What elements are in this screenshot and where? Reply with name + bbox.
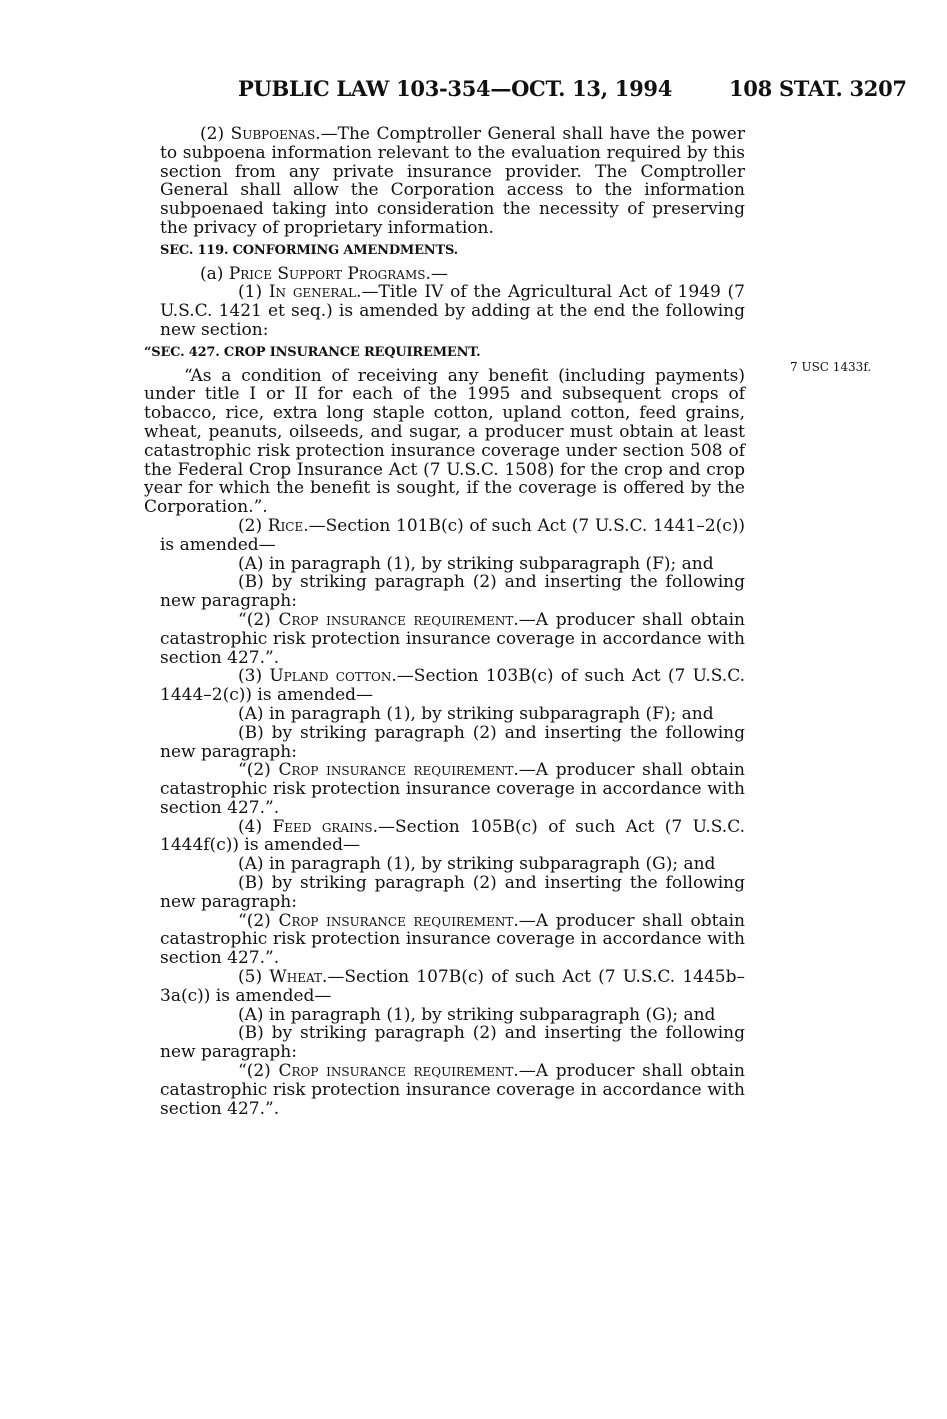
feed-grains-clause-b: (B) by striking paragraph (2) and inserting the following new paragraph: (160, 873, 745, 912)
margin-citation: 7 USC 1433f. (790, 360, 872, 374)
rice-clause-a: (A) in paragraph (1), by striking subparagraph (F); and (238, 553, 714, 574)
statute-page-number: 108 STAT. 3207 (729, 76, 907, 101)
upland-cotton-clause-a: (A) in paragraph (1), by striking subparagraph (F); and (238, 703, 714, 724)
paragraph-subpoenas: (2) Subpoenas.—The Comptroller General shall have the power to subpoena information relevant to the evaluation required by this section from any private insurance provider. The Comptroller General shall allow the Corporation access to the information subpoenaed taking into consideration the necessity of preserving the privacy of proprietary information. (160, 124, 745, 238)
paragraph-2-rice: (2) Rice.—Section 101B(c) of such Act (7 U.S.C. 1441–2(c)) is amended— (160, 515, 745, 555)
document-body (144, 124, 746, 1119)
section-heading-427: “SEC. 427. CROP INSURANCE REQUIREMENT. (144, 344, 481, 360)
section-427-text: “As a condition of receiving any benefit (including payments) under title I or II for each of the 1995 and subsequent crops of tobacco, rice, extra long staple cotton, upland cotton, feed grains, wheat, peanuts, oilseeds, and sugar, a producer must obtain at least catastrophic risk protection insurance coverage under section 508 of the Federal Crop Insurance Act (7 U.S.C. 1508) for the crop and crop year for which the benefit is sought, if the coverage is offered by the Corporation.”. (144, 365, 745, 518)
rice-clause-b: (B) by striking paragraph (2) and inserting the following new paragraph: (160, 572, 745, 612)
running-head-title: PUBLIC LAW 103-354—OCT. 13, 1994 (238, 76, 673, 101)
quoted-section-427 (144, 344, 745, 517)
rice-quoted-paragraph: “(2) Crop insurance requirement.—A producer shall obtain catastrophic risk protection insurance coverage in accordance with section 427.”. (160, 609, 746, 668)
wheat-clause-a: (A) in paragraph (1), by striking subparagraph (G); and (238, 1004, 716, 1025)
paragraph-4-feed-grains: (4) Feed grains.—Section 105B(c) of such Act (7 U.S.C. 1444f(c)) is amended— (160, 816, 746, 856)
page-header (0, 76, 947, 110)
paragraph-3-upland-cotton: (3) Upland cotton.—Section 103B(c) of such Act (7 U.S.C. 1444–2(c)) is amended— (160, 666, 746, 706)
feed-grains-clause-a: (A) in paragraph (1), by striking subparagraph (G); and (238, 854, 716, 875)
section-heading-119: SEC. 119. CONFORMING AMENDMENTS. (160, 242, 458, 258)
wheat-clause-b: (B) by striking paragraph (2) and inserting the following new paragraph: (160, 1023, 745, 1063)
upland-cotton-clause-b: (B) by striking paragraph (2) and inserting the following new paragraph: (160, 722, 745, 762)
subsection-a-heading: (a) Price Support Programs.— (200, 263, 448, 284)
wheat-quoted-paragraph: “(2) Crop insurance requirement.—A producer shall obtain catastrophic risk protection insurance coverage in accordance with section 427.”. (160, 1061, 746, 1119)
upland-cotton-quoted-paragraph: “(2) Crop insurance requirement.—A producer shall obtain catastrophic risk protection insurance coverage in accordance with section 427.”. (160, 760, 746, 818)
paragraph-1-in-general: (1) In general.—Title IV of the Agricultural Act of 1949 (7 U.S.C. 1421 et seq.) is amended by adding at the end the following new section: (160, 282, 745, 340)
feed-grains-quoted-paragraph: “(2) Crop insurance requirement.—A producer shall obtain catastrophic risk protection insurance coverage in accordance with section 427.”. (160, 910, 746, 969)
paragraph-5-wheat: (5) Wheat.—Section 107B(c) of such Act (7 U.S.C. 1445b–3a(c)) is amended— (160, 967, 745, 1006)
